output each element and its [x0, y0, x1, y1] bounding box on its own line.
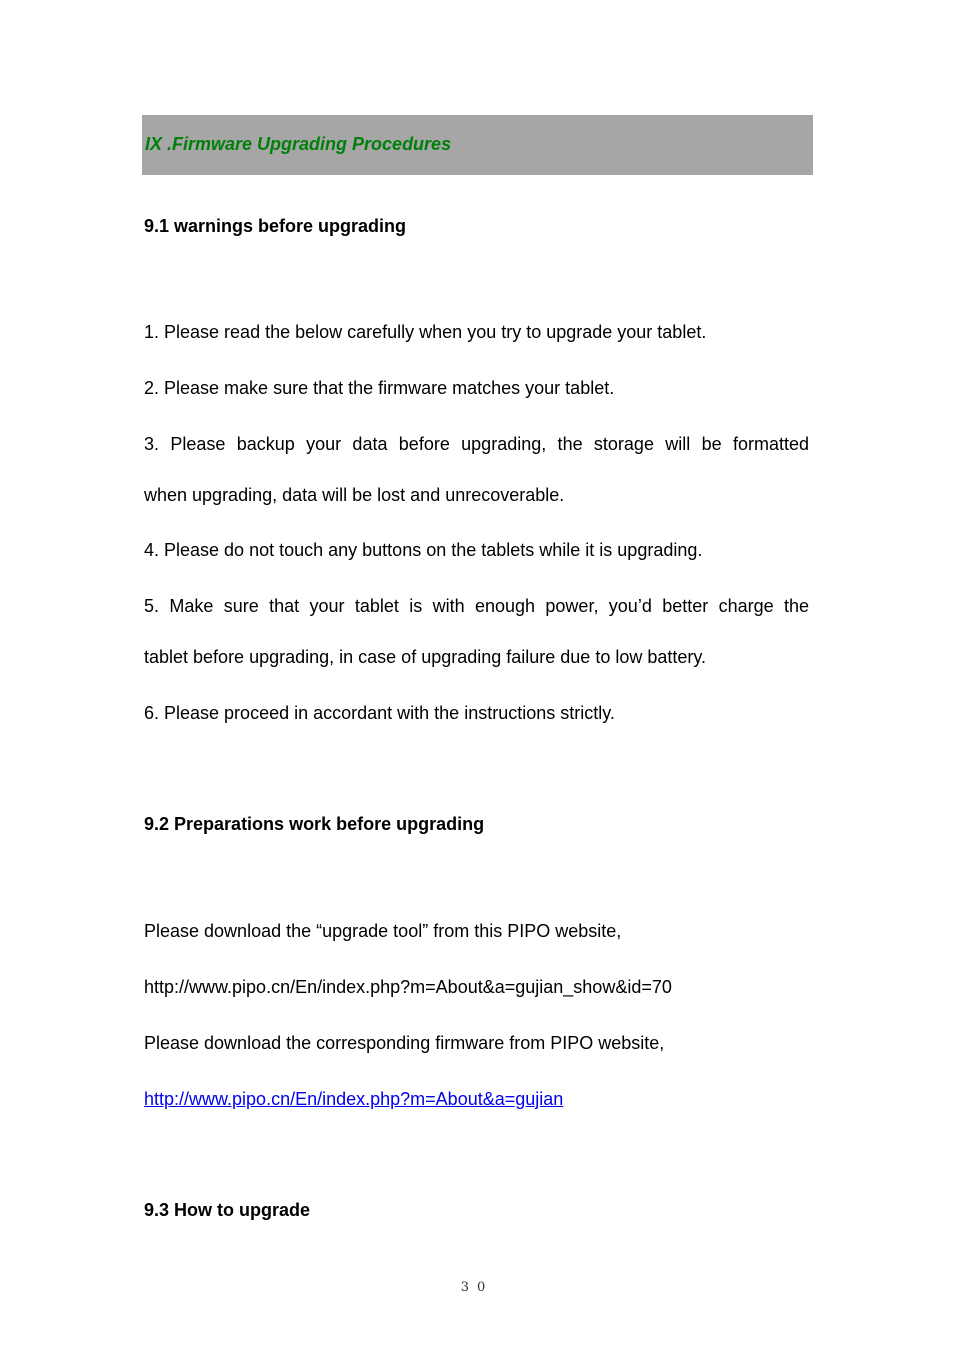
chapter-title: IX .Firmware Upgrading Procedures	[145, 134, 452, 154]
warning-item-1: 1. Please read the below carefully when you try to upgrade your tablet.	[144, 322, 707, 342]
upgrade-tool-url: http://www.pipo.cn/En/index.php?m=About&a=gujian_show&id=70	[144, 977, 672, 997]
section-heading-how-to-upgrade: 9.3 How to upgrade	[144, 1200, 311, 1220]
page-number: 30	[460, 1280, 494, 1295]
section-heading-preparations: 9.2 Preparations work before upgrading	[144, 814, 485, 834]
warning-item-3: 3. Please backup your data before upgrading, the storage will be formatted	[144, 434, 809, 454]
firmware-instruction: Please download the corresponding firmware from PIPO website,	[144, 1033, 665, 1053]
warning-item-2: 2. Please make sure that the firmware matches your tablet.	[144, 378, 615, 398]
section-heading-warnings: 9.1 warnings before upgrading	[144, 216, 407, 236]
firmware-link[interactable]: http://www.pipo.cn/En/index.php?m=About&a=gujian	[144, 1089, 564, 1109]
warning-item-5: 5. Make sure that your tablet is with enough power, you’d better charge the	[144, 596, 809, 616]
warning-item-4: 4. Please do not touch any buttons on the tablets while it is upgrading.	[144, 540, 703, 560]
chapter-header-bar	[142, 115, 813, 175]
warning-item-3-continued: when upgrading, data will be lost and unrecoverable.	[144, 485, 565, 505]
warning-item-5-continued: tablet before upgrading, in case of upgrading failure due to low battery.	[144, 647, 707, 667]
warning-item-6: 6. Please proceed in accordant with the instructions strictly.	[144, 703, 615, 723]
upgrade-tool-instruction: Please download the “upgrade tool” from this PIPO website,	[144, 921, 622, 941]
